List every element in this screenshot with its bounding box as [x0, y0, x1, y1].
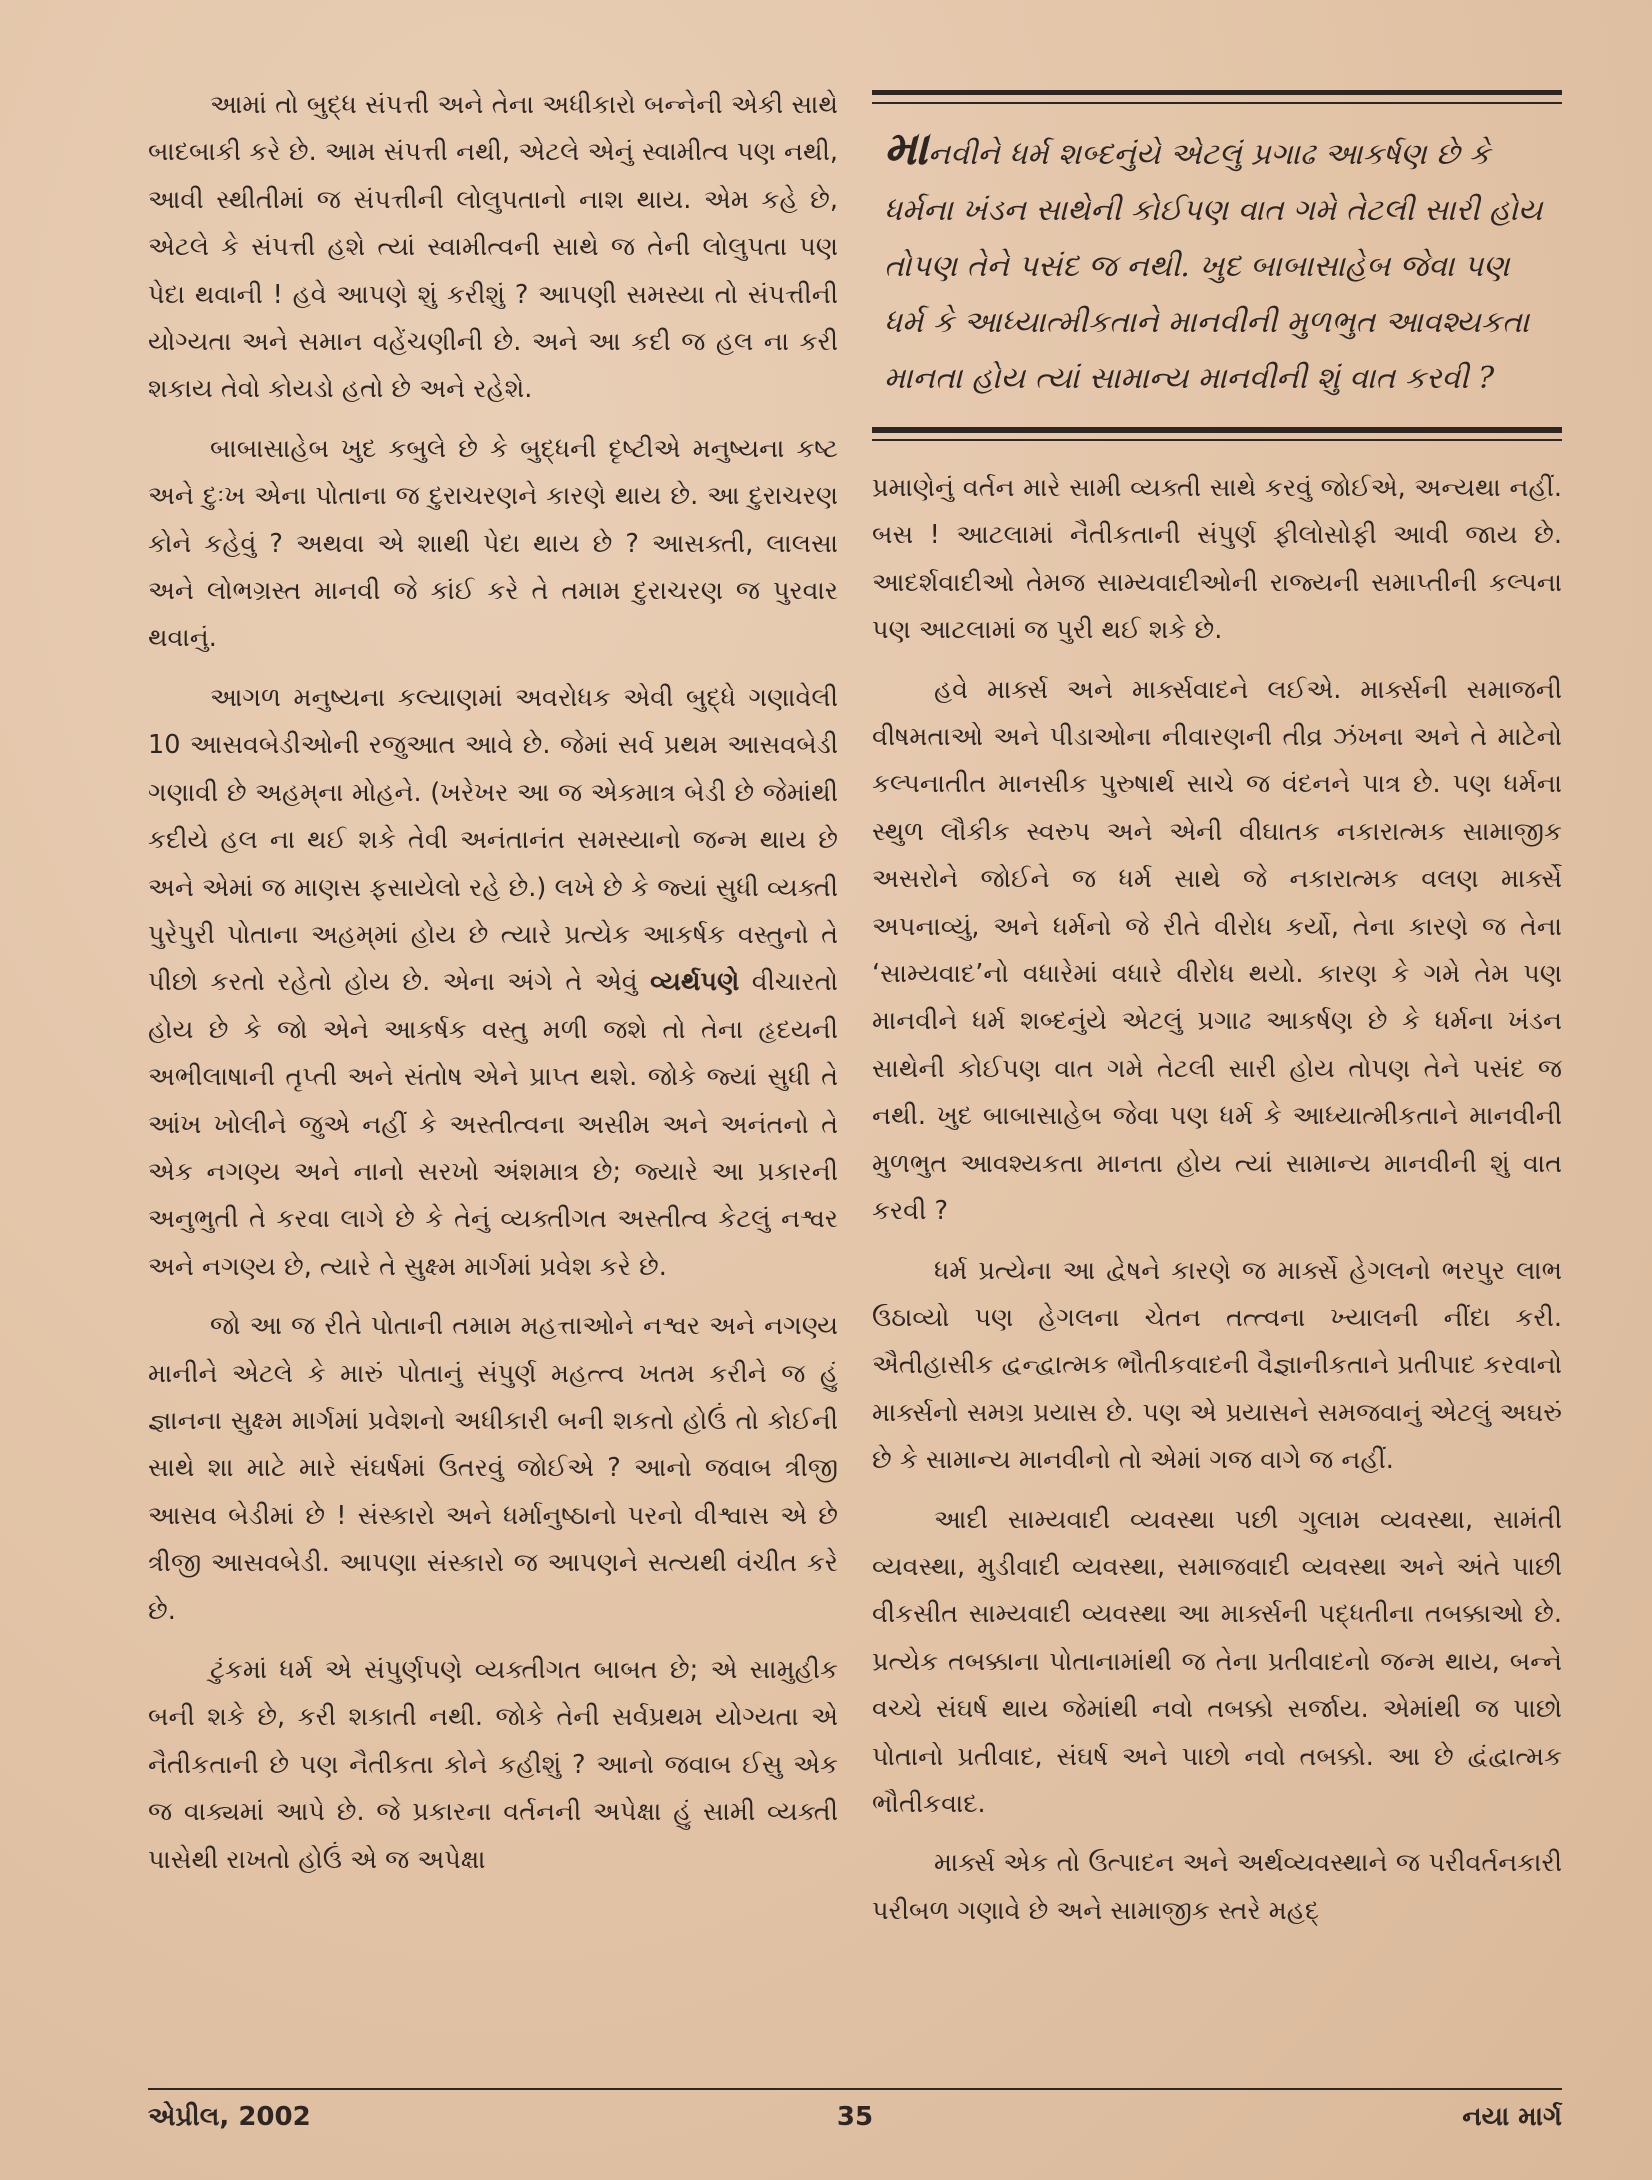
left-paragraph-3-cont: વીચારતો હોય છે કે જો એને આકર્ષક વસ્તુ મળી જશે તો તેના હૃદયની અભીલાષાની તૃપ્તી અને સંતોષ એને પ્રાપ્ત થશે. જોકે જ્યાં સુધી તે આંખ ખોલીને જુએ નહીં કે અસ્તીત્વના અસીમ અને અનંતનો તે એક નગણ્ય અને નાનો સરખો અંશમાત્ર છે; જ્યારે આ પ્રકારની અનુભુતી તે કરવા લાગે છે કે તેનું વ્યક્તીગત અસ્તીત્વ કેટલું નશ્વર અને નગણ્ય છે, ત્યારે તે સુક્ષ્મ માર્ગમાં પ્રવેશ કરે છે. [148, 967, 838, 1282]
right-body [872, 465, 1562, 1935]
left-paragraph-3-text: આગળ મનુષ્યના કલ્યાણમાં અવરોધક એવી બુદ્ધે ગણાવેલી 10 આસવબેડીઓની રજુઆત આવે છે. જેમાં સર્વ પ્રથમ આસવબેડી ગણાવી છે અહમ્‌ના મોહને. (ખરેખર આ જ એકમાત્ર બેડી છે જેમાંથી કદીયે હલ ના થઈ શકે તેવી અનંતાનંત સમસ્યાનો જન્મ થાય છે અને એમાં જ માણસ ફસાયેલો રહે છે.) લખે છે કે જ્યાં સુધી વ્યક્તી પુરેપુરી પોતાના અહમ્‌માં હોય છે ત્યારે પ્રત્યેક આકર્ષક વસ્તુનો તે પીછો કરતો રહેતો હોય છે. એના અંગે તે એવું [148, 682, 838, 998]
pullquote-rule-bottom [872, 427, 1562, 441]
bold-word: વ્યર્થપણે [650, 967, 740, 998]
footer-rule [148, 2088, 1562, 2090]
pullquote-rule-bottom-thin [872, 439, 1562, 441]
right-paragraph-2: હવે માર્ક્સ અને માર્ક્સવાદને લઈએ. માર્ક્સની સમાજની વીષમતાઓ અને પીડાઓના નીવારણની તીવ્ર ઝંખના અને તે માટેનો કલ્પનાતીત માનસીક પુરુષાર્થ સાચે જ વંદનને પાત્ર છે. પણ ધર્મના સ્થુળ લૌકીક સ્વરુપ અને એની વીઘાતક નકારાત્મક સામાજીક અસરોને જોઈને જ ધર્મ સાથે જે નકારાત્મક વલણ માર્ક્સે અપનાવ્યું, અને ધર્મનો જે રીતે વીરોધ કર્યો, તેના કારણે જ તેના ‘સામ્યવાદ’નો વધારેમાં વધારે વીરોધ થયો. કારણ કે ગમે તેમ પણ માનવીને ધર્મ શબ્દનુંયે એટલું પ્રગાઢ આકર્ષણ છે કે ધર્મના ખંડન સાથેની કોઈપણ વાત ગમે તેટલી સારી હોય તોપણ તેને પસંદ જ નથી. ખુદ બાબાસાહેબ જેવા પણ ધર્મ કે આધ્યાત્મીકતાને માનવીની મુળભુત આવશ્યકતા માનતા હોય ત્યાં સામાન્ય માનવીની શું વાત કરવી ? [872, 674, 1562, 1227]
left-paragraph-2: બાબાસાહેબ ખુદ કબુલે છે કે બુદ્ધની દૃષ્ટીએ મનુષ્યના કષ્ટ અને દુઃખ એના પોતાના જ દુરાચરણને કારણે થાય છે. આ દુરાચરણ કોને કહેવું ? અથવા એ શાથી પેદા થાય છે ? આસક્તી, લાલસા અને લોભગ્રસ્ત માનવી જે કાંઈ કરે તે તમામ દુરાચરણ જ પુરવાર થવાનું. [148, 433, 838, 654]
left-paragraph-4: જો આ જ રીતે પોતાની તમામ મહત્તાઓને નશ્વર અને નગણ્ય માનીને એટલે કે મારું પોતાનું સંપુર્ણ મહત્ત્વ ખતમ કરીને જ હું જ્ઞાનના સુક્ષ્મ માર્ગમાં પ્રવેશનો અધીકારી બની શકતો હોઉં તો કોઈની સાથે શા માટે મારે સંઘર્ષમાં ઉતરવું જોઈએ ? આનો જવાબ ત્રીજી આસવ બેડીમાં છે ! સંસ્કારો અને ધર્માનુષ્ઠાનો પરનો વીશ્વાસ એ છે ત્રીજી આસવબેડી. આપણા સંસ્કારો જ આપણને સત્યથી વંચીત કરે છે. [148, 1311, 838, 1626]
left-paragraph-3 [148, 675, 838, 1291]
left-paragraph-1: આમાં તો બુદ્ધ સંપત્તી અને તેના અધીકારો બન્નેની એકી સાથે બાદબાકી કરે છે. આમ સંપત્તી નથી, એટલે એનું સ્વામીત્વ પણ નથી, આવી સ્થીતીમાં જ સંપત્તીની લોલુપતાનો નાશ થાય. એમ કહે છે, એટલે કે સંપત્તી હશે ત્યાં સ્વામીત્વની સાથે જ તેની લોલુપતા પણ પેદા થવાની ! હવે આપણે શું કરીશું ? આપણી સમસ્યા તો સંપત્તીની યોગ્યતા અને સમાન વહેંચણીની છે. અને આ કદી જ હલ ના કરી શકાય તેવો કોયડો હતો છે અને રહેશે. [148, 90, 838, 405]
pullquote-dropcap: મા [884, 121, 928, 175]
footer-date: એપ્રીલ, 2002 [148, 2102, 311, 2132]
right-paragraph-3: ધર્મ પ્રત્યેના આ દ્વેષને કારણે જ માર્ક્સે હેગલનો ભરપુર લાભ ઉઠાવ્યો પણ હેગલના ચેતન તત્ત્વના ખ્યાલની નીંદા કરી. ઐતીહાસીક દ્વન્દ્વાત્મક ભૌતીકવાદની વૈજ્ઞાનીકતાને પ્રતીપાદ કરવાનો માર્ક્સનો સમગ્ર પ્રયાસ છે. પણ એ પ્રયાસને સમજવાનું એટલું અઘરું છે કે સામાન્ય માનવીનો તો એમાં ગજ વાગે જ નહીં. [872, 1255, 1562, 1476]
footer-page-number: 35 [836, 2102, 874, 2132]
page-footer [148, 2102, 1562, 2142]
pullquote-rule-bottom-thick [872, 427, 1562, 433]
right-paragraph-5: માર્ક્સ એક તો ઉત્પાદન અને અર્થવ્યવસ્થાને જ પરીવર્તનકારી પરીબળ ગણાવે છે અને સામાજીક સ્તરે મહદ્ [872, 1848, 1562, 1926]
right-paragraph-4: આદી સામ્યવાદી વ્યવસ્થા પછી ગુલામ વ્યવસ્થા, સામંતી વ્યવસ્થા, મુડીવાદી વ્યવસ્થા, સમાજવાદી વ્યવસ્થા અને અંતે પાછી વીકસીત સામ્યવાદી વ્યવસ્થા આ માર્ક્સની પદ્ધતીના તબક્કાઓ છે. પ્રત્યેક તબક્કાના પોતાનામાંથી જ તેના પ્રતીવાદનો જન્મ થાય, બન્ને વચ્ચે સંઘર્ષ થાય જેમાંથી નવો તબક્કો સર્જાય. એમાંથી જ પાછો પોતાનો પ્રતીવાદ, સંઘર્ષ અને પાછો નવો તબક્કો. આ છે દ્વંદ્વાત્મક ભૌતીકવાદ. [872, 1504, 1562, 1819]
pullquote-text: નવીને ધર્મ શબ્દનુંયે એટલું પ્રગાઢ આકર્ષણ છે કે ધર્મના ખંડન સાથેની કોઈપણ વાત ગમે તેટલી સારી હોય તોપણ તેને પસંદ જ નથી. ખુદ બાબાસાહેબ જેવા પણ ધર્મ કે આધ્યાત્મીકતાને માનવીની મુળભુત આવશ્યકતા માનતા હોય ત્યાં સામાન્ય માનવીની શું વાત કરવી ? [884, 137, 1543, 396]
right-column [872, 90, 1562, 1947]
left-paragraph-5: ટુંકમાં ધર્મ એ સંપુર્ણપણે વ્યક્તીગત બાબત છે; એ સામુહીક બની શકે છે, કરી શકાતી નથી. જોકે તેની સર્વપ્રથમ યોગ્યતા એ નૈતીકતાની છે પણ નૈતીકતા કોને કહીશું ? આનો જવાબ ઈસુ એક જ વાક્યમાં આપે છે. જે પ્રકારના વર્તનની અપેક્ષા હું સામી વ્યક્તી પાસેથી રાખતો હોઉં એ જ અપેક્ષા [148, 1655, 838, 1875]
left-column [148, 82, 838, 1896]
right-paragraph-1: પ્રમાણેનું વર્તન મારે સામી વ્યક્તી સાથે કરવું જોઈએ, અન્યથા નહીં. બસ ! આટલામાં નૈતીકતાની સંપુર્ણ ફીલોસોફી આવી જાય છે. આદર્શવાદીઓ તેમજ સામ્યવાદીઓની રાજ્યની સમાપ્તીની કલ્પના પણ આટલામાં જ પુરી થઈ શકે છે. [872, 473, 1562, 646]
pullquote [872, 104, 1562, 423]
footer-magazine-title: નયા માર્ગ [1462, 2102, 1562, 2132]
pullquote-rule-top [872, 90, 1562, 95]
